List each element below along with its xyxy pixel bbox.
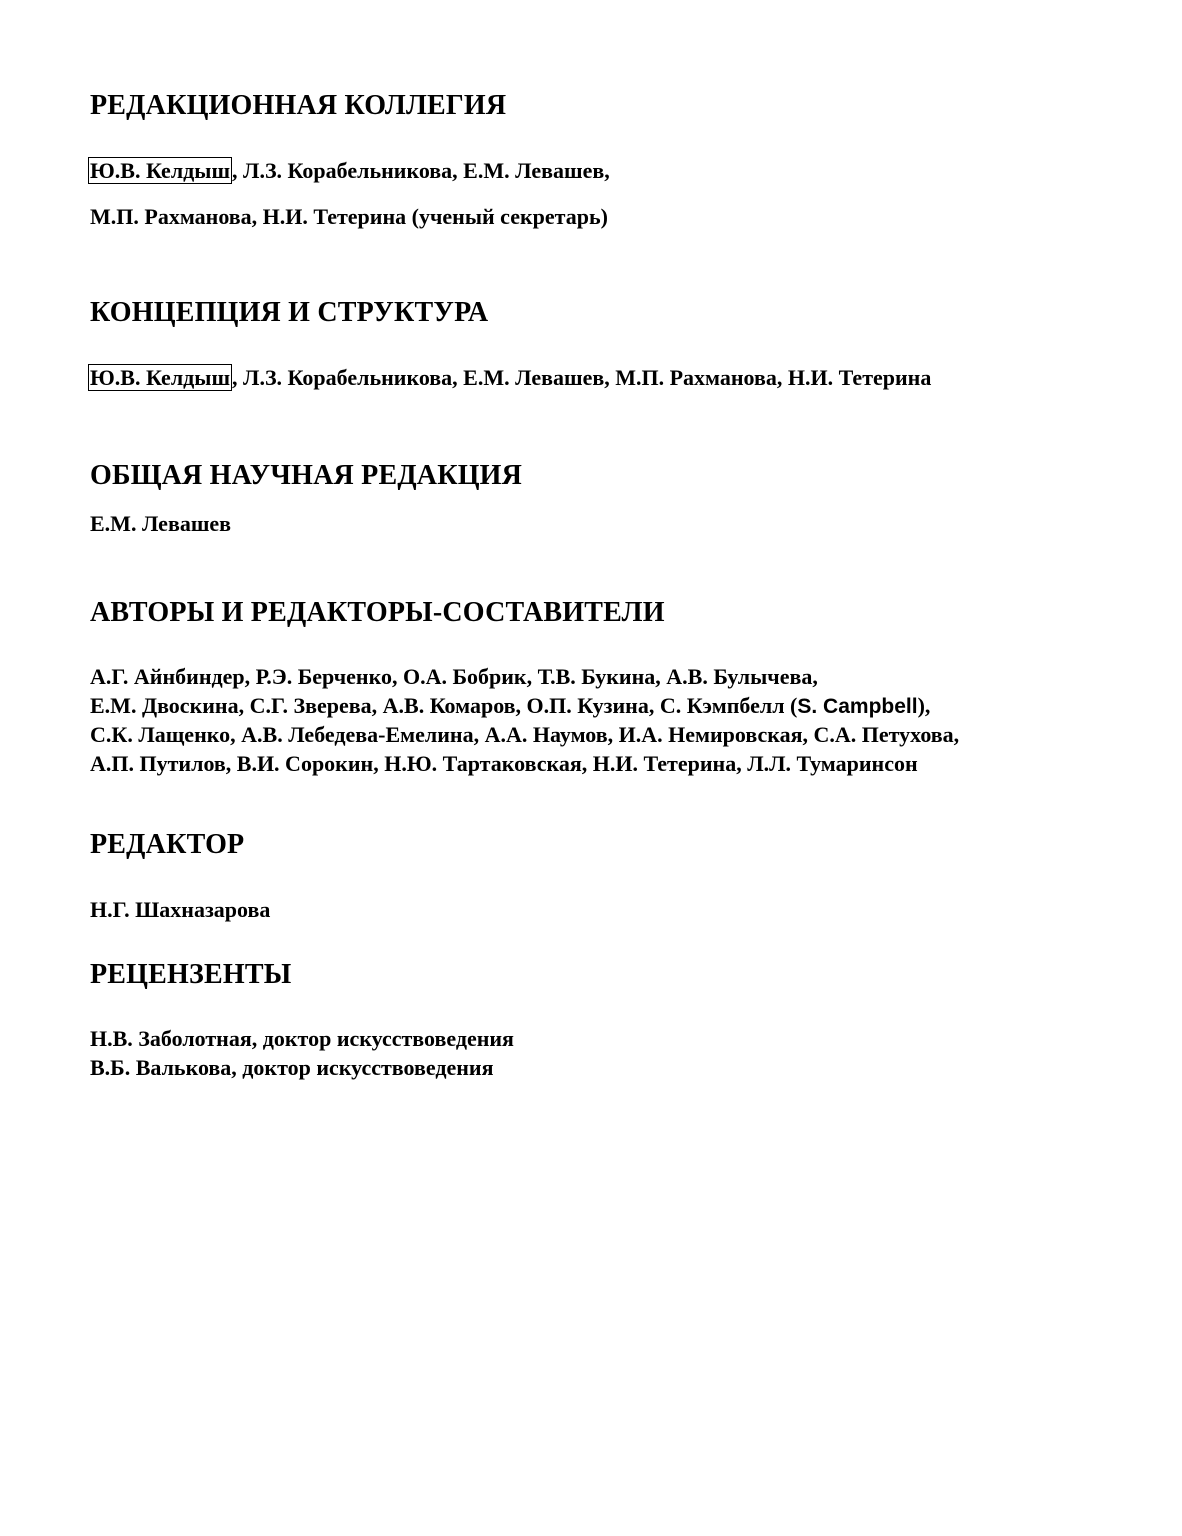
boxed-name: Ю.В. Келдыш [90,365,231,390]
authors-line-2-a: Е.М. Двоскина, С.Г. Зверева, А.В. Комаров, О.П. Кузина, С. Кэмпбелл ( [90,693,798,718]
reviewers-line-1: Н.В. Заболотная, доктор искусствоведения [90,1026,514,1051]
board-line-2: М.П. Рахманова, Н.И. Тетерина (ученый секретарь) [90,204,608,229]
authors-line-2 [90,692,930,721]
authors-line-3: С.К. Лащенко, А.В. Лебедева-Емелина, А.А. Наумов, И.А. Немировская, С.А. Петухова, [90,722,960,747]
authors-heading: АВТОРЫ И РЕДАКТОРЫ-СОСТАВИТЕЛИ [90,597,665,628]
authors-line-4: А.П. Путилов, В.И. Сорокин, Н.Ю. Тартаковская, Н.И. Тетерина, Л.Л. Тумаринсон [90,751,918,776]
editor-line-1: Н.Г. Шахназарова [90,897,271,922]
authors-line-2-latin: S. Campbell [797,695,918,718]
board-line-1-rest: , Л.З. Корабельникова, Е.М. Левашев, [232,158,610,183]
board-heading: РЕДАКЦИОННАЯ КОЛЛЕГИЯ [90,90,507,121]
reviewers-heading: РЕЦЕНЗЕНТЫ [90,959,292,990]
reviewers-line-2: В.Б. Валькова, доктор искусствоведения [90,1055,494,1080]
boxed-name: Ю.В. Келдыш [90,158,231,183]
general-editing-line-1: Е.М. Левашев [90,511,232,536]
authors-line-2-b: ), [917,693,931,718]
authors-line-1: А.Г. Айнбиндер, Р.Э. Берченко, О.А. Бобрик, Т.В. Букина, А.В. Булычева, [90,664,818,689]
concept-heading: КОНЦЕПЦИЯ И СТРУКТУРА [90,297,489,328]
editor-heading: РЕДАКТОР [90,829,245,860]
concept-line-1-rest: , Л.З. Корабельникова, Е.М. Левашев, М.П. Рахманова, Н.И. Тетерина [232,365,932,390]
general-editing-heading: ОБЩАЯ НАУЧНАЯ РЕДАКЦИЯ [90,460,523,491]
concept-line-1 [90,364,931,392]
board-line-1 [90,157,610,185]
